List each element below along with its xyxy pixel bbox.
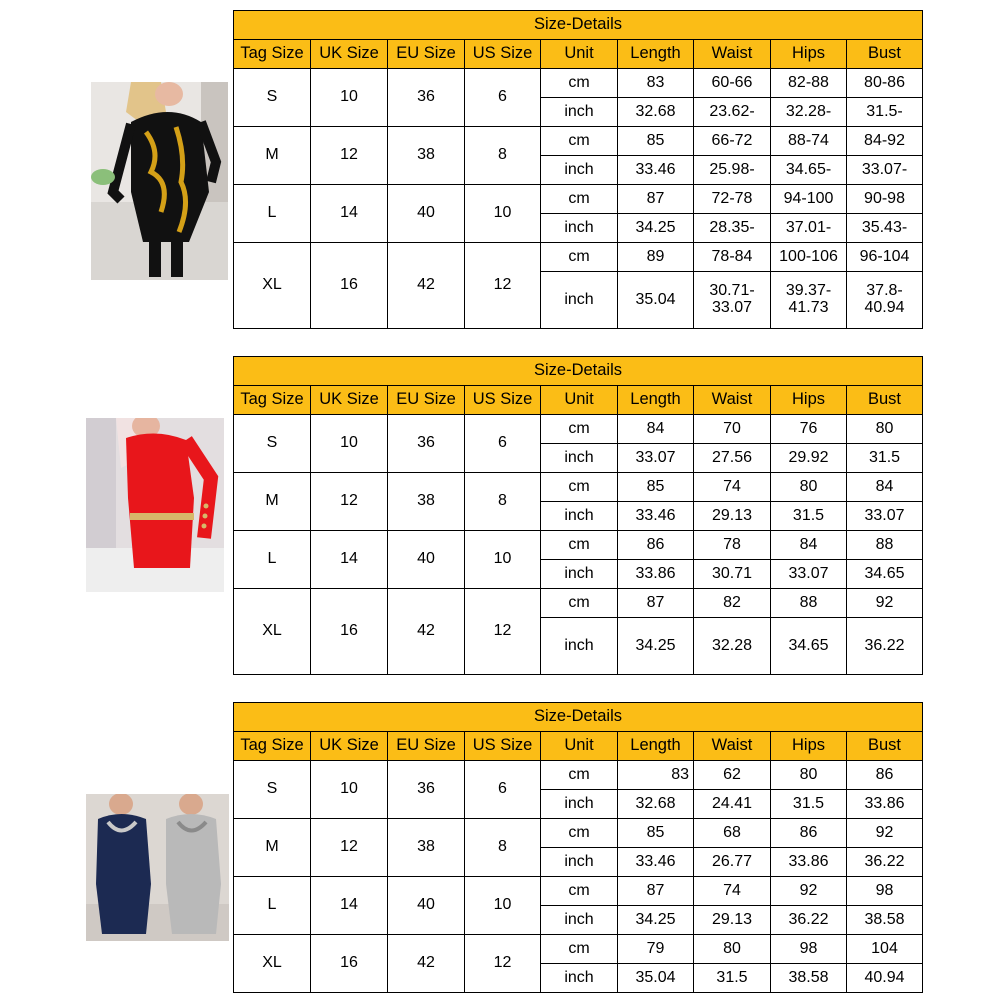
us-size-cell: 10	[465, 531, 541, 589]
hips-cell: 31.5	[771, 790, 847, 819]
tag-size-cell: L	[234, 185, 311, 243]
bust-cell: 84	[847, 473, 923, 502]
hips-cell: 39.37- 41.73	[771, 272, 847, 329]
waist-cell: 30.71	[694, 560, 771, 589]
unit-cell: cm	[541, 473, 618, 502]
waist-cell: 27.56	[694, 444, 771, 473]
col-header-bust: Bust	[847, 386, 923, 415]
waist-cell: 29.13	[694, 502, 771, 531]
eu-size-cell: 42	[388, 935, 465, 993]
length-cell: 34.25	[618, 214, 694, 243]
eu-size-cell: 38	[388, 819, 465, 877]
unit-cell: inch	[541, 964, 618, 993]
header-row	[234, 386, 923, 415]
unit-cell: inch	[541, 848, 618, 877]
bust-cell: 31.5-	[847, 98, 923, 127]
col-header-hips: Hips	[771, 386, 847, 415]
col-header-waist: Waist	[694, 40, 771, 69]
col-header-us-size: US Size	[465, 40, 541, 69]
waist-cell: 62	[694, 761, 771, 790]
uk-size-cell: 16	[311, 243, 388, 329]
waist-cell: 31.5	[694, 964, 771, 993]
length-cell: 83	[618, 69, 694, 98]
length-cell: 35.04	[618, 272, 694, 329]
us-size-cell: 10	[465, 877, 541, 935]
waist-cell: 24.41	[694, 790, 771, 819]
bust-cell: 88	[847, 531, 923, 560]
col-header-tag-size: Tag Size	[234, 40, 311, 69]
unit-cell: inch	[541, 502, 618, 531]
bust-cell: 84-92	[847, 127, 923, 156]
col-header-us-size: US Size	[465, 732, 541, 761]
length-cell: 79	[618, 935, 694, 964]
col-header-bust: Bust	[847, 732, 923, 761]
waist-cell: 74	[694, 877, 771, 906]
length-cell: 85	[618, 819, 694, 848]
black-gold-print-dress-photo	[91, 82, 228, 280]
bust-cell: 37.8- 40.94	[847, 272, 923, 329]
table-row	[234, 589, 923, 618]
hips-cell: 88	[771, 589, 847, 618]
waist-cell: 23.62-	[694, 98, 771, 127]
unit-cell: inch	[541, 906, 618, 935]
table-row	[234, 819, 923, 848]
hips-cell: 80	[771, 473, 847, 502]
hips-cell: 82-88	[771, 69, 847, 98]
uk-size-cell: 10	[311, 415, 388, 473]
table-row	[234, 185, 923, 214]
hips-cell: 34.65-	[771, 156, 847, 185]
bust-cell: 104	[847, 935, 923, 964]
length-cell: 84	[618, 415, 694, 444]
waist-cell: 26.77	[694, 848, 771, 877]
length-cell: 85	[618, 473, 694, 502]
waist-cell: 80	[694, 935, 771, 964]
eu-size-cell: 38	[388, 127, 465, 185]
dress-illustration-icon	[86, 418, 224, 592]
table-row	[234, 877, 923, 906]
tag-size-cell: L	[234, 877, 311, 935]
waist-cell: 82	[694, 589, 771, 618]
col-header-unit: Unit	[541, 732, 618, 761]
col-header-hips: Hips	[771, 732, 847, 761]
col-header-eu-size: EU Size	[388, 40, 465, 69]
tag-size-cell: S	[234, 415, 311, 473]
hips-cell: 33.07	[771, 560, 847, 589]
unit-cell: inch	[541, 272, 618, 329]
bust-cell: 90-98	[847, 185, 923, 214]
eu-size-cell: 40	[388, 877, 465, 935]
tag-size-cell: XL	[234, 243, 311, 329]
waist-cell: 66-72	[694, 127, 771, 156]
table-title: Size-Details	[234, 357, 923, 386]
waist-cell: 78-84	[694, 243, 771, 272]
length-cell: 32.68	[618, 790, 694, 819]
table-row	[234, 473, 923, 502]
uk-size-cell: 14	[311, 531, 388, 589]
length-cell: 34.25	[618, 618, 694, 675]
length-cell: 33.46	[618, 156, 694, 185]
col-header-tag-size: Tag Size	[234, 732, 311, 761]
col-header-length: Length	[618, 386, 694, 415]
red-belted-dress-photo	[86, 418, 224, 592]
col-header-uk-size: UK Size	[311, 386, 388, 415]
uk-size-cell: 10	[311, 761, 388, 819]
navy-and-grey-dress-photo	[86, 794, 229, 941]
size-table-1	[233, 10, 923, 329]
table-row	[234, 531, 923, 560]
dress-illustration-icon	[86, 794, 229, 941]
us-size-cell: 6	[465, 761, 541, 819]
hips-cell: 98	[771, 935, 847, 964]
length-cell: 83	[618, 761, 694, 790]
hips-cell: 84	[771, 531, 847, 560]
waist-cell: 60-66	[694, 69, 771, 98]
bust-cell: 31.5	[847, 444, 923, 473]
uk-size-cell: 14	[311, 877, 388, 935]
tag-size-cell: M	[234, 819, 311, 877]
unit-cell: inch	[541, 214, 618, 243]
tag-size-cell: XL	[234, 935, 311, 993]
bust-cell: 92	[847, 819, 923, 848]
hips-cell: 92	[771, 877, 847, 906]
col-header-eu-size: EU Size	[388, 732, 465, 761]
uk-size-cell: 12	[311, 819, 388, 877]
unit-cell: inch	[541, 98, 618, 127]
us-size-cell: 12	[465, 243, 541, 329]
us-size-cell: 6	[465, 415, 541, 473]
us-size-cell: 8	[465, 473, 541, 531]
length-cell: 87	[618, 185, 694, 214]
hips-cell: 80	[771, 761, 847, 790]
bust-cell: 86	[847, 761, 923, 790]
size-table-2	[233, 356, 923, 675]
dress-illustration-icon	[91, 82, 228, 280]
uk-size-cell: 16	[311, 935, 388, 993]
table-row	[234, 127, 923, 156]
eu-size-cell: 36	[388, 761, 465, 819]
uk-size-cell: 12	[311, 127, 388, 185]
table-row	[234, 415, 923, 444]
col-header-us-size: US Size	[465, 386, 541, 415]
unit-cell: cm	[541, 531, 618, 560]
bust-cell: 33.86	[847, 790, 923, 819]
unit-cell: cm	[541, 819, 618, 848]
tag-size-cell: L	[234, 531, 311, 589]
bust-cell: 98	[847, 877, 923, 906]
length-cell: 89	[618, 243, 694, 272]
eu-size-cell: 36	[388, 415, 465, 473]
eu-size-cell: 42	[388, 589, 465, 675]
bust-cell: 36.22	[847, 848, 923, 877]
waist-cell: 78	[694, 531, 771, 560]
table-row	[234, 761, 923, 790]
bust-cell: 96-104	[847, 243, 923, 272]
table-row	[234, 935, 923, 964]
col-header-length: Length	[618, 40, 694, 69]
hips-cell: 76	[771, 415, 847, 444]
length-cell: 87	[618, 589, 694, 618]
col-header-tag-size: Tag Size	[234, 386, 311, 415]
hips-cell: 34.65	[771, 618, 847, 675]
eu-size-cell: 40	[388, 531, 465, 589]
table-title: Size-Details	[234, 11, 923, 40]
waist-cell: 70	[694, 415, 771, 444]
bust-cell: 34.65	[847, 560, 923, 589]
table-row	[234, 69, 923, 98]
unit-cell: inch	[541, 790, 618, 819]
unit-cell: cm	[541, 877, 618, 906]
bust-cell: 36.22	[847, 618, 923, 675]
col-header-unit: Unit	[541, 40, 618, 69]
length-cell: 33.46	[618, 848, 694, 877]
hips-cell: 29.92	[771, 444, 847, 473]
unit-cell: inch	[541, 618, 618, 675]
bust-cell: 92	[847, 589, 923, 618]
length-cell: 33.07	[618, 444, 694, 473]
us-size-cell: 8	[465, 127, 541, 185]
unit-cell: cm	[541, 127, 618, 156]
hips-cell: 37.01-	[771, 214, 847, 243]
uk-size-cell: 12	[311, 473, 388, 531]
length-cell: 33.46	[618, 502, 694, 531]
length-cell: 86	[618, 531, 694, 560]
col-header-eu-size: EU Size	[388, 386, 465, 415]
unit-cell: cm	[541, 761, 618, 790]
col-header-waist: Waist	[694, 386, 771, 415]
eu-size-cell: 36	[388, 69, 465, 127]
table-row	[234, 243, 923, 272]
table-title: Size-Details	[234, 703, 923, 732]
col-header-hips: Hips	[771, 40, 847, 69]
bust-cell: 40.94	[847, 964, 923, 993]
us-size-cell: 6	[465, 69, 541, 127]
bust-cell: 38.58	[847, 906, 923, 935]
uk-size-cell: 16	[311, 589, 388, 675]
unit-cell: cm	[541, 935, 618, 964]
unit-cell: inch	[541, 156, 618, 185]
col-header-waist: Waist	[694, 732, 771, 761]
uk-size-cell: 14	[311, 185, 388, 243]
unit-cell: cm	[541, 589, 618, 618]
hips-cell: 38.58	[771, 964, 847, 993]
eu-size-cell: 42	[388, 243, 465, 329]
size-table-3	[233, 702, 923, 993]
length-cell: 34.25	[618, 906, 694, 935]
us-size-cell: 12	[465, 935, 541, 993]
waist-cell: 72-78	[694, 185, 771, 214]
waist-cell: 30.71- 33.07	[694, 272, 771, 329]
unit-cell: cm	[541, 69, 618, 98]
length-cell: 33.86	[618, 560, 694, 589]
hips-cell: 94-100	[771, 185, 847, 214]
unit-cell: cm	[541, 243, 618, 272]
tag-size-cell: M	[234, 127, 311, 185]
bust-cell: 33.07	[847, 502, 923, 531]
tag-size-cell: M	[234, 473, 311, 531]
col-header-length: Length	[618, 732, 694, 761]
hips-cell: 32.28-	[771, 98, 847, 127]
col-header-unit: Unit	[541, 386, 618, 415]
hips-cell: 33.86	[771, 848, 847, 877]
length-cell: 85	[618, 127, 694, 156]
uk-size-cell: 10	[311, 69, 388, 127]
us-size-cell: 10	[465, 185, 541, 243]
tag-size-cell: XL	[234, 589, 311, 675]
eu-size-cell: 40	[388, 185, 465, 243]
us-size-cell: 8	[465, 819, 541, 877]
waist-cell: 32.28	[694, 618, 771, 675]
unit-cell: inch	[541, 444, 618, 473]
header-row	[234, 732, 923, 761]
hips-cell: 88-74	[771, 127, 847, 156]
waist-cell: 29.13	[694, 906, 771, 935]
col-header-uk-size: UK Size	[311, 40, 388, 69]
waist-cell: 68	[694, 819, 771, 848]
waist-cell: 74	[694, 473, 771, 502]
waist-cell: 25.98-	[694, 156, 771, 185]
hips-cell: 100-106	[771, 243, 847, 272]
eu-size-cell: 38	[388, 473, 465, 531]
length-cell: 87	[618, 877, 694, 906]
bust-cell: 33.07-	[847, 156, 923, 185]
bust-cell: 80-86	[847, 69, 923, 98]
tag-size-cell: S	[234, 69, 311, 127]
col-header-bust: Bust	[847, 40, 923, 69]
unit-cell: inch	[541, 560, 618, 589]
tag-size-cell: S	[234, 761, 311, 819]
us-size-cell: 12	[465, 589, 541, 675]
waist-cell: 28.35-	[694, 214, 771, 243]
length-cell: 32.68	[618, 98, 694, 127]
col-header-uk-size: UK Size	[311, 732, 388, 761]
hips-cell: 36.22	[771, 906, 847, 935]
unit-cell: cm	[541, 185, 618, 214]
unit-cell: cm	[541, 415, 618, 444]
header-row	[234, 40, 923, 69]
bust-cell: 80	[847, 415, 923, 444]
hips-cell: 86	[771, 819, 847, 848]
hips-cell: 31.5	[771, 502, 847, 531]
length-cell: 35.04	[618, 964, 694, 993]
bust-cell: 35.43-	[847, 214, 923, 243]
